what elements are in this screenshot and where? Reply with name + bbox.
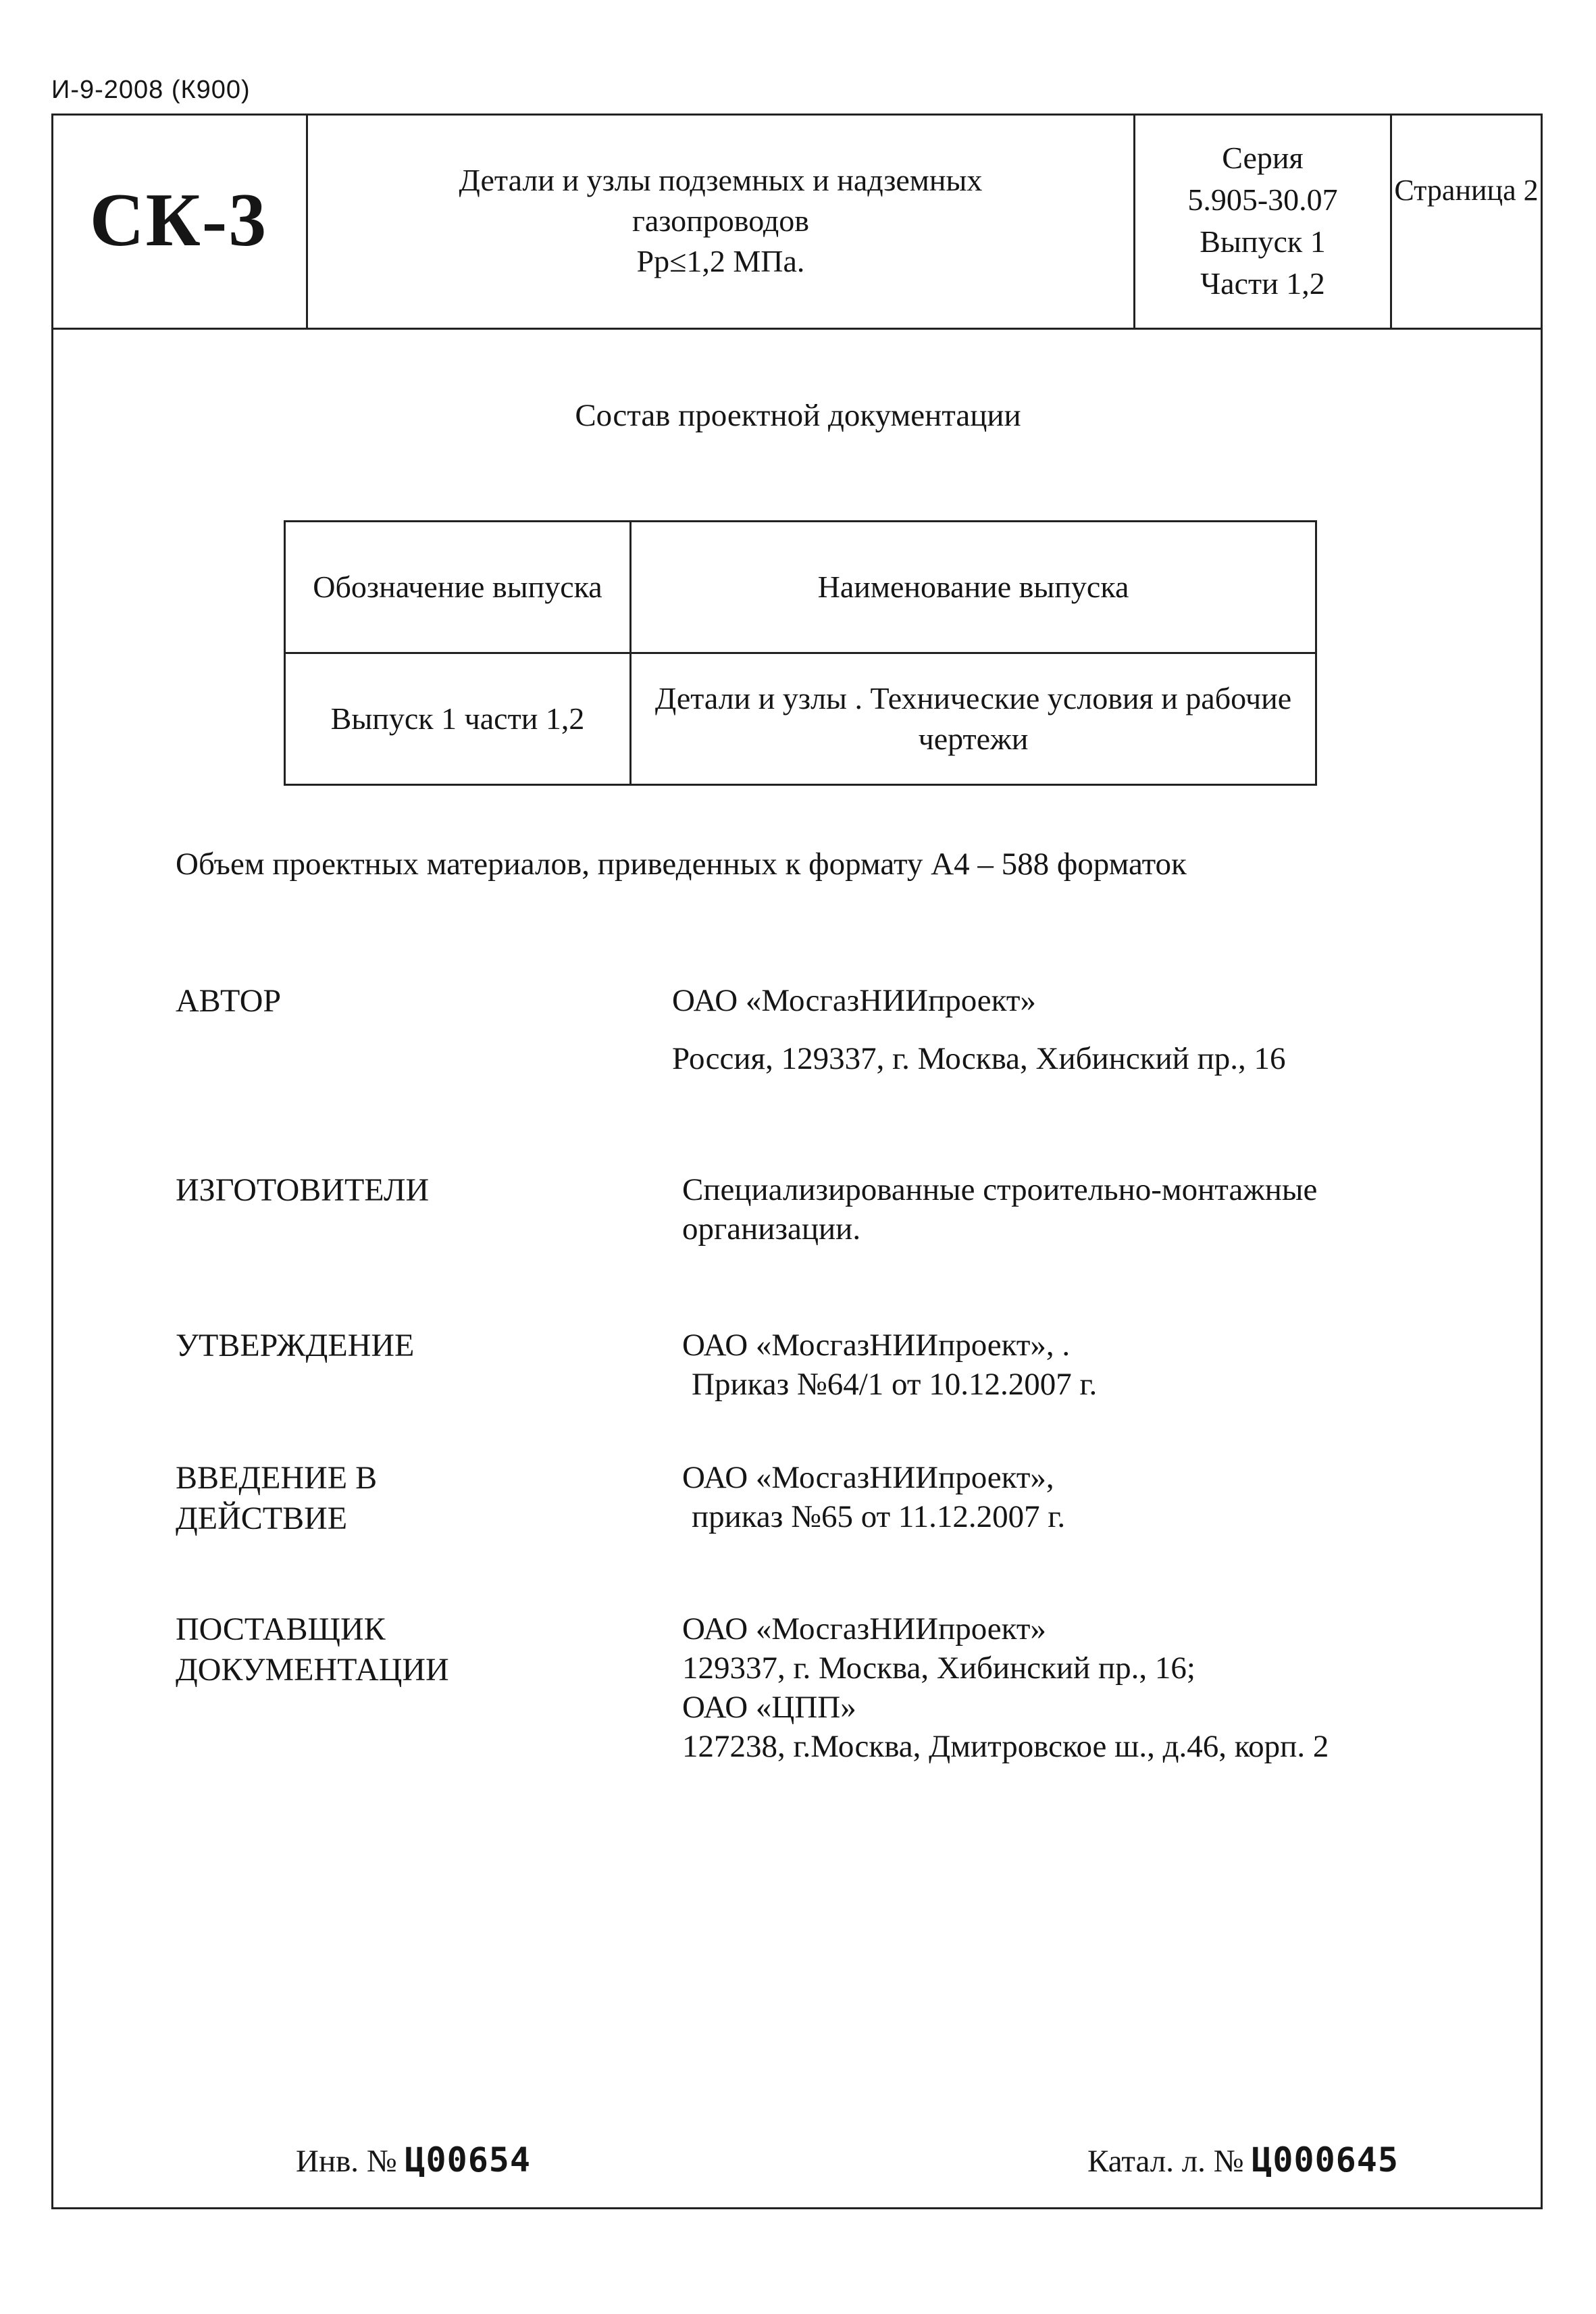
manufacturers-line: организации. (682, 1211, 861, 1247)
enactment-label-line: ВВЕДЕНИЕ В (176, 1460, 378, 1496)
manufacturers-label: ИЗГОТОВИТЕЛИ (176, 1172, 430, 1208)
supplier-label-line: ПОСТАВЩИК (176, 1611, 386, 1647)
approval-line: ОАО «МосгазНИИпроект», . (682, 1328, 1071, 1363)
supplier-label-line: ДОКУМЕНТАЦИИ (176, 1652, 449, 1688)
enactment-label-line: ДЕЙСТВИЕ (176, 1501, 348, 1536)
series-line: Выпуск 1 (1200, 224, 1326, 259)
enactment-value (682, 1458, 1526, 1536)
cell-name: Детали и узлы . Технические условия и рабочие чертежи (631, 653, 1316, 785)
supplier-line: 129337, г. Москва, Хибинский пр., 16; (682, 1651, 1195, 1686)
supplier-value (682, 1609, 1526, 1766)
series-info (1187, 137, 1337, 305)
approval-value (682, 1326, 1526, 1404)
table-row (285, 653, 1316, 785)
title-cell (308, 114, 1135, 328)
series-line: 5.905-30.07 (1187, 182, 1338, 217)
author-line: Россия, 129337, г. Москва, Хибинский пр., 16 (672, 1041, 1286, 1076)
approval-line: Приказ №64/1 от 10.12.2007 г. (692, 1367, 1098, 1402)
supplier-label (176, 1609, 648, 1690)
author-value (672, 981, 1516, 1078)
code-cell (51, 114, 308, 328)
section-title: Состав проектной документации (575, 398, 1021, 433)
inventory-value: Ц00654 (405, 2140, 532, 2180)
supplier-line: ОАО «ЦПП» (682, 1690, 856, 1725)
cell-designation: Выпуск 1 части 1,2 (285, 653, 631, 785)
author-line: ОАО «МосгазНИИпроект» (672, 983, 1036, 1018)
document-title (459, 160, 983, 282)
title-line: газопроводов (632, 203, 809, 238)
catalog-number (1087, 2140, 1399, 2180)
inventory-number (296, 2140, 531, 2180)
enactment-label (176, 1458, 648, 1539)
manufacturers-value (682, 1170, 1526, 1249)
header-name: Наименование выпуска (631, 522, 1316, 653)
document-code: И-9-2008 (К900) (51, 76, 251, 104)
page-cell (1392, 114, 1541, 328)
approval-label: УТВЕРЖДЕНИЕ (176, 1328, 415, 1363)
standard-code: СК-3 (89, 178, 268, 262)
series-cell (1135, 114, 1392, 328)
composition-table (284, 520, 1317, 786)
author-label: АВТОР (176, 983, 282, 1019)
header-designation: Обозначение выпуска (285, 522, 631, 653)
page-number: Страница 2 (1394, 174, 1539, 207)
volume-statement: Объем проектных материалов, приведенных к формату А4 – 588 форматок (176, 847, 1187, 882)
table-header-row (285, 522, 1316, 653)
title-line: Рр≤1,2 МПа. (636, 243, 805, 278)
manufacturers-line: Специализированные строительно-монтажные (682, 1172, 1318, 1207)
supplier-line: ОАО «МосгазНИИпроект» (682, 1611, 1046, 1646)
supplier-line: 127238, г.Москва, Дмитровское ш., д.46, корп. 2 (682, 1729, 1329, 1764)
series-line: Части 1,2 (1200, 266, 1325, 301)
series-line: Серия (1222, 140, 1304, 175)
catalog-label: Катал. л. № (1087, 2144, 1244, 2179)
title-block (51, 114, 1543, 330)
inventory-label: Инв. № (296, 2144, 397, 2179)
enactment-line: ОАО «МосгазНИИпроект», (682, 1460, 1054, 1495)
enactment-line: приказ №65 от 11.12.2007 г. (692, 1499, 1066, 1534)
title-line: Детали и узлы подземных и надземных (459, 162, 983, 197)
catalog-value: Ц000645 (1252, 2140, 1399, 2180)
